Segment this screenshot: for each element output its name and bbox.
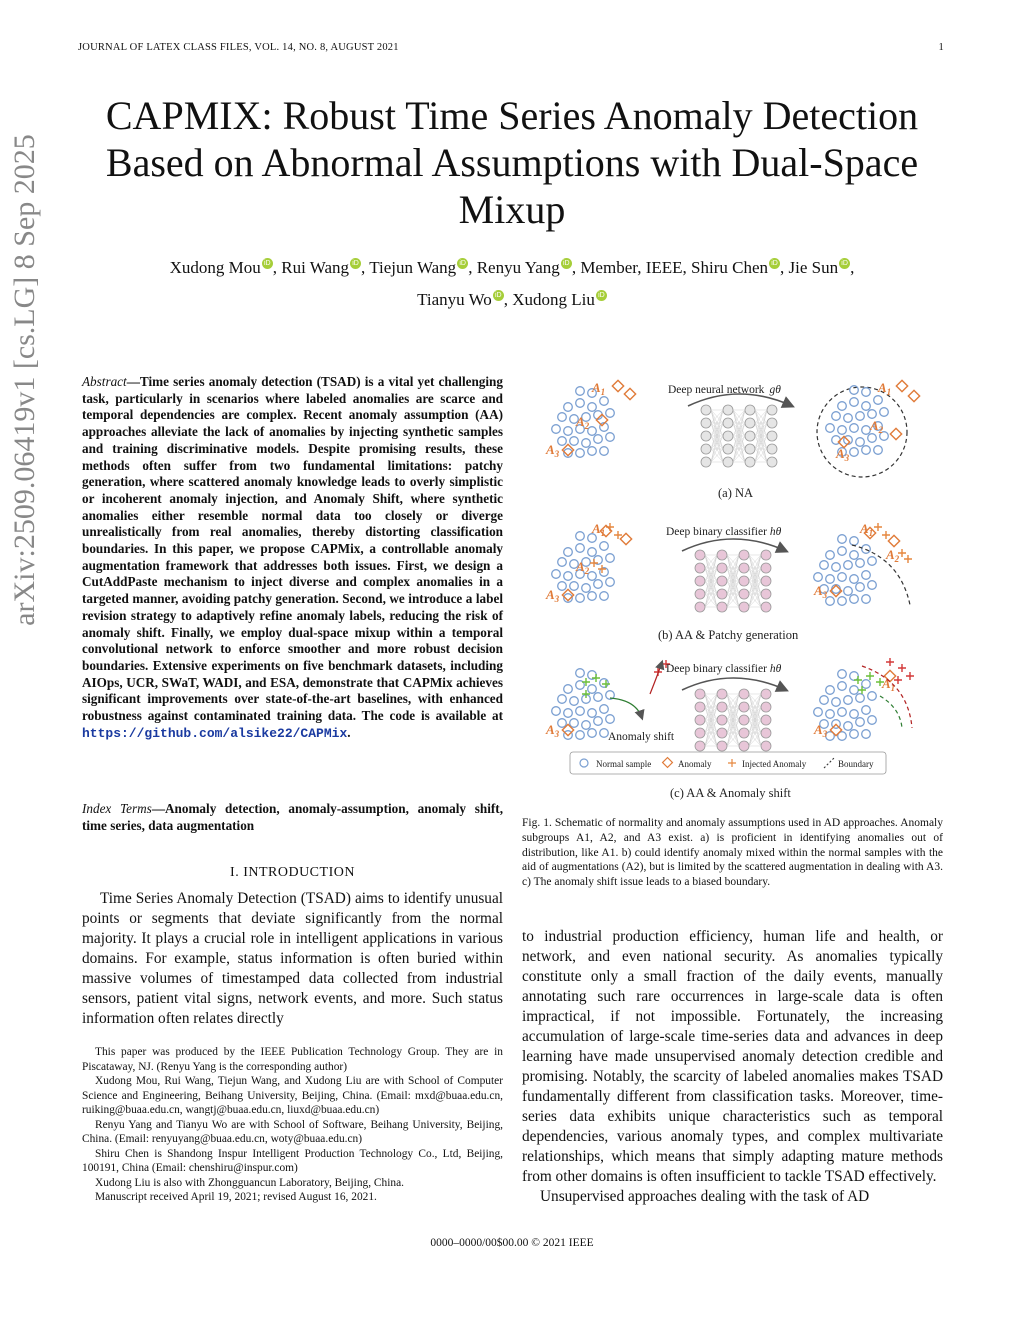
- normal-sample-icon: [558, 437, 567, 446]
- network-node-icon: [745, 418, 755, 428]
- group-label-a3: $A_3$: [546, 587, 560, 604]
- normal-sample-icon: [820, 561, 829, 570]
- normal-sample-icon: [564, 572, 573, 581]
- normal-sample-icon: [856, 559, 865, 568]
- normal-sample-icon: [582, 584, 591, 593]
- normal-sample-icon: [600, 705, 609, 714]
- network-node-icon: [761, 550, 771, 560]
- anomaly-shift-label: Anomaly shift: [608, 731, 675, 743]
- index-terms-label: Index Terms: [82, 801, 152, 816]
- normal-sample-icon: [588, 447, 597, 456]
- footnote: Renyu Yang and Tianyu Wo are with School of Software, Beihang University, Beijing, China. (Email: renyuyang@buaa.edu.cn, woty@buaa.edu.cn): [82, 1118, 503, 1145]
- normal-sample-icon: [844, 414, 853, 423]
- legend-boundary-label: Boundary: [838, 759, 874, 769]
- network-node-icon: [767, 444, 777, 454]
- group-label-a1: $A_1$: [882, 676, 896, 693]
- authors-line2-text: Tianyu Wo iD , Xudong Liu iD: [417, 290, 607, 309]
- group-label-a2: $A_2$: [576, 414, 590, 431]
- anomaly-icon: [620, 533, 631, 544]
- network-node-icon: [695, 563, 705, 573]
- normal-sample-icon: [564, 548, 573, 557]
- normal-sample-icon: [826, 551, 835, 560]
- normal-sample-icon: [576, 387, 585, 396]
- flow-arrow: [682, 539, 786, 551]
- network-node-icon: [695, 741, 705, 751]
- normal-sample-icon: [868, 692, 877, 701]
- injected-anomaly-icon: [858, 686, 866, 694]
- normal-sample-icon: [826, 686, 835, 695]
- network-node-icon: [761, 563, 771, 573]
- normal-sample-icon: [862, 571, 871, 580]
- normal-sample-icon: [862, 706, 871, 715]
- network-node-icon: [739, 550, 749, 560]
- footnote: Xudong Liu is also with Zhongguancun Laboratory, Beijing, China.: [95, 1176, 404, 1189]
- anomaly-icon: [888, 535, 899, 546]
- network-node-icon: [739, 602, 749, 612]
- network-node-icon: [695, 550, 705, 560]
- network-node-icon: [717, 589, 727, 599]
- network-node-icon: [723, 457, 733, 467]
- normal-sample-icon: [600, 397, 609, 406]
- normal-sample-icon: [868, 557, 877, 566]
- network-node-icon: [739, 728, 749, 738]
- panel-b-label: (b) AA & Patchy generation: [658, 628, 799, 642]
- normal-sample-icon: [826, 575, 835, 584]
- normal-sample-icon: [850, 537, 859, 546]
- network-node-icon: [695, 602, 705, 612]
- normal-sample-icon: [558, 558, 567, 567]
- network-node-icon: [695, 702, 705, 712]
- normal-sample-icon: [838, 670, 847, 679]
- injected-anomaly-icon: [592, 674, 600, 682]
- boundary-icon: [880, 696, 902, 728]
- group-label-a3: $A_3$: [814, 722, 828, 739]
- normal-sample-icon: [856, 438, 865, 447]
- normal-sample-icon: [862, 595, 871, 604]
- normal-sample-icon: [868, 581, 877, 590]
- normal-sample-icon: [552, 707, 561, 716]
- normal-sample-icon: [570, 719, 579, 728]
- network-node-icon: [767, 431, 777, 441]
- network-node-icon: [739, 589, 749, 599]
- normal-sample-icon: [594, 580, 603, 589]
- normal-sample-icon: [838, 597, 847, 606]
- group-label-a2: $A_2$: [886, 547, 900, 564]
- normal-sample-icon: [570, 582, 579, 591]
- injected-anomaly-icon: [904, 555, 912, 563]
- arxiv-stamp: arXiv:2509.06419v1 [cs.LG] 8 Sep 2025: [8, 134, 41, 626]
- footnote: This paper was produced by the IEEE Publication Technology Group. They are in Piscataway, NJ. (Renyu Yang is the corresponding author): [82, 1046, 503, 1073]
- orcid-icon: iD: [457, 258, 468, 269]
- abstract-text: —Time series anomaly detection (TSAD) is a vital yet challenging task, particularly in scenarios where labeled anomalies are scarce and temporal dependencies are complex. Recent anomaly assumption (AA) approaches alleviate the lack of anomalies by injecting synthetic samples and training discriminative models. Despite promising results, these methods often suffer from two fundamental limitations: patchy generation, where scattered anomaly knowledge leads to overly simplistic or incoherent anomaly injection, and Anomaly Shift, where synthetic anomalies either resemble normal data too closely or diverge unrealistically from real anomalies, thereby distorting classification boundaries. In this paper, we propose CAPMix, a controllable anomaly augmentation framework that addresses both issues. First, we design a CutAddPaste mechanism to inject diverse and complex anomalies in a targeted manner, avoiding patchy generation. Second, we introduce a label revision strategy to adaptively refine anomaly labels, reducing the risk of anomaly shift. Finally, we employ dual-space mixup within a temporal convolutional network to enforce smoother and more robust decision boundaries. Extensive experiments on five benchmark datasets, including AIOps, UCR, SWaT, WADI, and ESA, demonstrate that CAPMix achieves significant improvements over state-of-the-art baselines, with enhanced robustness against contaminated training data. The code is available at: [82, 374, 503, 724]
- normal-sample-icon: [582, 721, 591, 730]
- normal-sample-icon: [838, 547, 847, 556]
- panel-b-title: Deep binary classifier hθ: [666, 526, 782, 538]
- normal-sample-icon: [606, 715, 615, 724]
- normal-sample-icon: [576, 399, 585, 408]
- group-label-a2: $A_2$: [870, 418, 884, 435]
- normal-sample-icon: [850, 686, 859, 695]
- normal-sample-icon: [850, 386, 859, 395]
- normal-sample-icon: [820, 696, 829, 705]
- footnote: Manuscript received April 19, 2021; revised August 16, 2021.: [95, 1191, 377, 1203]
- network-node-icon: [701, 444, 711, 454]
- injected-anomaly-icon: [854, 676, 862, 684]
- network-node-icon: [739, 689, 749, 699]
- group-label-a3: $A_3$: [814, 583, 828, 600]
- normal-sample-icon: [868, 716, 877, 725]
- normal-sample-icon: [576, 731, 585, 740]
- network-node-icon: [739, 576, 749, 586]
- network-node-icon: [717, 689, 727, 699]
- footnote: Xudong Mou, Rui Wang, Tiejun Wang, and Xudong Liu are with School of Computer Science and Engineering, Beihang University, Beijing, China. (Email: mxd@buaa.edu.cn, ruiking@buaa.edu.cn, wangtj@buaa.edu.cn, liuxd@buaa.edu.cn): [82, 1075, 503, 1116]
- orcid-icon: iD: [839, 258, 850, 269]
- shift-arrow: [610, 698, 642, 718]
- normal-sample-icon: [564, 403, 573, 412]
- normal-sample-icon: [850, 730, 859, 739]
- network-node-icon: [739, 715, 749, 725]
- network-node-icon: [717, 715, 727, 725]
- network-node-icon: [723, 444, 733, 454]
- normal-sample-icon: [850, 710, 859, 719]
- network-node-icon: [761, 576, 771, 586]
- network-node-icon: [723, 418, 733, 428]
- right-paragraph-1: to industrial production efficiency, human life and health, or network, and even national security. As anomalies typically constitute only a small fraction of the daily events, manually annotating such rare occurrences in large-scale data is often impractical, if not impossible. Fortunately, the increasing accumulation of large-scale time-series data and advances in deep learning have made unsupervised anomaly detection credible and promising. Notably, the scarcity of labeled anomalies makes TSAD fundamentally different from classification tasks. Moreover, time-series data exhibits unique characteristics such as temporal dependencies, various anomaly types, and complex multivariate relationships, which means that simply adapting mature methods from other domains is often insufficient to tackle TSAD effectively.: [522, 928, 943, 1185]
- normal-sample-icon: [564, 709, 573, 718]
- normal-sample-icon: [606, 578, 615, 587]
- orcid-icon: iD: [350, 258, 361, 269]
- normal-sample-icon: [850, 575, 859, 584]
- network-node-icon: [695, 689, 705, 699]
- panel-c: [545, 658, 914, 751]
- normal-sample-icon: [838, 573, 847, 582]
- normal-sample-icon: [564, 427, 573, 436]
- anomaly-icon: [624, 388, 635, 399]
- group-label-a1: $A_1$: [592, 521, 606, 538]
- normal-sample-icon: [862, 446, 871, 455]
- normal-sample-icon: [838, 535, 847, 544]
- legend-normal-label: Normal sample: [596, 759, 652, 769]
- figure-legend: [570, 752, 886, 774]
- network-node-icon: [745, 457, 755, 467]
- normal-sample-icon: [856, 583, 865, 592]
- normal-sample-icon: [576, 594, 585, 603]
- injected-anomaly-icon: [898, 664, 906, 672]
- footnotes: [82, 1045, 503, 1205]
- abstract-label: Abstract: [82, 374, 127, 389]
- normal-sample-icon: [850, 424, 859, 433]
- normal-sample-icon: [588, 403, 597, 412]
- figure-caption: Fig. 1. Schematic of normality and anomaly assumptions used in AD approaches. Anomaly subgroups A1, A2, and A3 exist. a) is proficient in identifying anomalies out of distribution, like A1. b) could identify anomaly mixed within the normal samples with the aid of augmentations (A2), but is limited by the scattered augmentation in dealing with A3. c) The anomaly shift issue leads to a biased boundary.: [522, 817, 943, 889]
- normal-sample-icon: [844, 696, 853, 705]
- orcid-icon: iD: [262, 258, 273, 269]
- normal-sample-icon: [850, 595, 859, 604]
- footnote: Shiru Chen is Shandong Inspur Intelligent Production Technology Co., Ltd, Beijing, 100191, China (Email: chenshiru@inspur.com): [82, 1147, 503, 1174]
- normal-sample-icon: [862, 730, 871, 739]
- normal-sample-icon: [868, 410, 877, 419]
- normal-sample-icon: [600, 729, 609, 738]
- network-node-icon: [717, 550, 727, 560]
- network-node-icon: [761, 689, 771, 699]
- normal-sample-icon: [558, 413, 567, 422]
- intro-paragraph: Time Series Anomaly Detection (TSAD) aims to identify unusual points or segments that deviate significantly from the normal majority. It plays a crucial role in intelligent applications in various domains. For example, status information is often buried within massive volumes of timestamped data collected from industrial sensors, patient vital signs, network events, and more. Such status information often relates directly: [82, 890, 503, 1027]
- group-label-a2: $A_2$: [576, 559, 590, 576]
- copyright-footer: 0000–0000/00$00.00 © 2021 IEEE: [430, 1237, 594, 1249]
- injected-anomaly-icon: [582, 678, 590, 686]
- normal-sample-icon: [844, 587, 853, 596]
- normal-sample-icon: [558, 719, 567, 728]
- normal-sample-icon: [588, 729, 597, 738]
- normal-sample-icon: [868, 434, 877, 443]
- authors-line1-text: Xudong Mou iD , Rui Wang iD , Tiejun Wang iD , Renyu Yang iD , Member, IEEE, Shiru Chen iD , Jie Sun iD ,: [169, 258, 855, 277]
- network-node-icon: [695, 576, 705, 586]
- network-node-icon: [761, 602, 771, 612]
- normal-sample-icon: [600, 592, 609, 601]
- anomaly-icon: [896, 380, 907, 391]
- normal-sample-icon: [576, 669, 585, 678]
- index-terms: [82, 801, 503, 834]
- normal-sample-icon: [862, 402, 871, 411]
- paper-title: CAPMIX: Robust Time Series Anomaly Detection Based on Abnormal Assumptions with Dual-Space Mixup: [105, 93, 919, 232]
- normal-sample-icon: [588, 709, 597, 718]
- normal-sample-icon: [862, 426, 871, 435]
- normal-sample-icon: [814, 573, 823, 582]
- normal-sample-icon: [856, 694, 865, 703]
- anomaly-icon: [890, 428, 901, 439]
- normal-sample-icon: [564, 685, 573, 694]
- network-node-icon: [761, 715, 771, 725]
- group-label-a3: $A_3$: [546, 722, 560, 739]
- normal-sample-icon: [856, 718, 865, 727]
- network-node-icon: [739, 563, 749, 573]
- normal-sample-icon: [826, 710, 835, 719]
- orcid-icon: iD: [596, 290, 607, 301]
- normal-sample-icon: [552, 570, 561, 579]
- normal-sample-icon: [606, 409, 615, 418]
- network-node-icon: [701, 405, 711, 415]
- group-label-a3: $A_3$: [546, 442, 560, 459]
- normal-sample-icon: [576, 544, 585, 553]
- normal-sample-icon: [588, 548, 597, 557]
- normal-sample-icon: [552, 425, 561, 434]
- normal-sample-icon: [844, 561, 853, 570]
- network-node-icon: [745, 444, 755, 454]
- panel-a-label: (a) NA: [718, 486, 754, 500]
- normal-sample-icon: [874, 396, 883, 405]
- normal-sample-icon: [850, 672, 859, 681]
- network-node-icon: [695, 715, 705, 725]
- normal-sample-icon: [600, 447, 609, 456]
- network-node-icon: [717, 576, 727, 586]
- network-node-icon: [701, 457, 711, 467]
- normal-sample-icon: [838, 708, 847, 717]
- orcid-icon: iD: [493, 290, 504, 301]
- right-column-text: [522, 927, 943, 1207]
- normal-sample-icon: [874, 446, 883, 455]
- orcid-icon: iD: [561, 258, 572, 269]
- group-label-a1: $A_1$: [860, 521, 874, 538]
- network-node-icon: [701, 418, 711, 428]
- network-node-icon: [761, 741, 771, 751]
- network-node-icon: [717, 563, 727, 573]
- normal-sample-icon: [856, 412, 865, 421]
- normal-sample-icon: [862, 388, 871, 397]
- normal-sample-icon: [600, 679, 609, 688]
- normal-sample-icon: [588, 592, 597, 601]
- anomaly-icon: [612, 380, 623, 391]
- group-label-a3: $A_3$: [836, 446, 850, 463]
- normal-sample-icon: [558, 695, 567, 704]
- shift-arrow: [650, 662, 662, 694]
- normal-sample-icon: [558, 582, 567, 591]
- normal-sample-icon: [850, 551, 859, 560]
- normal-sample-icon: [576, 532, 585, 541]
- network-node-icon: [739, 702, 749, 712]
- normal-sample-icon: [850, 398, 859, 407]
- panel-b: [545, 521, 912, 642]
- code-link[interactable]: https://github.com/alsike22/CAPMix: [82, 725, 348, 741]
- normal-sample-icon: [606, 433, 615, 442]
- normal-sample-icon: [814, 708, 823, 717]
- normal-sample-icon: [832, 698, 841, 707]
- normal-sample-icon: [838, 682, 847, 691]
- network-node-icon: [717, 741, 727, 751]
- orcid-icon: iD: [769, 258, 780, 269]
- injected-anomaly-icon: [866, 672, 874, 680]
- network-node-icon: [723, 431, 733, 441]
- abstract-end: .: [347, 724, 351, 740]
- running-header: JOURNAL OF LATEX CLASS FILES, VOL. 14, NO. 8, AUGUST 2021: [78, 42, 399, 53]
- index-terms-text: —Anomaly detection, anomaly-assumption, anomaly shift, time series, data augmentation: [82, 801, 503, 833]
- normal-sample-icon: [594, 717, 603, 726]
- panel-c-label: (c) AA & Anomaly shift: [670, 786, 791, 800]
- network-node-icon: [767, 418, 777, 428]
- injected-anomaly-icon: [590, 559, 598, 567]
- normal-sample-icon: [594, 693, 603, 702]
- normal-sample-icon: [588, 685, 597, 694]
- injected-anomaly-icon: [882, 531, 890, 539]
- network-node-icon: [761, 728, 771, 738]
- normal-sample-icon: [582, 439, 591, 448]
- network-node-icon: [695, 589, 705, 599]
- network-node-icon: [701, 431, 711, 441]
- right-paragraph-2: Unsupervised approaches dealing with the task of AD: [540, 1188, 870, 1205]
- network-node-icon: [745, 431, 755, 441]
- abstract: [82, 374, 503, 742]
- group-label-a1: $A_1$: [878, 380, 892, 397]
- normal-sample-icon: [832, 412, 841, 421]
- network-node-icon: [717, 602, 727, 612]
- network-node-icon: [739, 741, 749, 751]
- network-node-icon: [723, 405, 733, 415]
- injected-anomaly-icon: [874, 523, 882, 531]
- normal-sample-icon: [838, 402, 847, 411]
- panel-c-title: Deep binary classifier hθ: [666, 663, 782, 675]
- legend-injected-label: Injected Anomaly: [742, 759, 807, 769]
- panel-a-title: Deep neural network gθ: [668, 384, 781, 396]
- network-node-icon: [767, 405, 777, 415]
- normal-sample-icon: [850, 448, 859, 457]
- normal-sample-icon: [838, 426, 847, 435]
- legend-anomaly-label: Anomaly: [678, 759, 712, 769]
- normal-sample-icon: [832, 563, 841, 572]
- normal-sample-icon: [576, 707, 585, 716]
- page-number: 1: [938, 42, 944, 53]
- normal-sample-icon: [594, 435, 603, 444]
- figure-1: [540, 372, 930, 812]
- network-node-icon: [761, 702, 771, 712]
- network-node-icon: [717, 728, 727, 738]
- author-list-line2: [60, 290, 964, 310]
- normal-sample-icon: [576, 449, 585, 458]
- network-node-icon: [717, 702, 727, 712]
- normal-sample-icon: [570, 697, 579, 706]
- section-heading: I. INTRODUCTION: [230, 865, 355, 880]
- network-node-icon: [745, 405, 755, 415]
- injected-anomaly-icon: [886, 658, 894, 666]
- normal-sample-icon: [826, 424, 835, 433]
- group-label-a1: $A_1$: [592, 380, 606, 397]
- network-node-icon: [761, 589, 771, 599]
- normal-sample-icon: [600, 542, 609, 551]
- injected-anomaly-icon: [906, 672, 914, 680]
- network-node-icon: [695, 728, 705, 738]
- normal-sample-icon: [844, 722, 853, 731]
- network-node-icon: [767, 457, 777, 467]
- author-list-line1: [60, 258, 964, 278]
- panel-a: [545, 380, 920, 500]
- normal-sample-icon: [606, 554, 615, 563]
- anomaly-icon: [908, 390, 919, 401]
- normal-sample-icon: [880, 408, 889, 417]
- normal-sample-icon: [862, 680, 871, 689]
- injected-anomaly-icon: [898, 549, 906, 557]
- flow-arrow: [682, 678, 786, 690]
- normal-sample-icon: [570, 437, 579, 446]
